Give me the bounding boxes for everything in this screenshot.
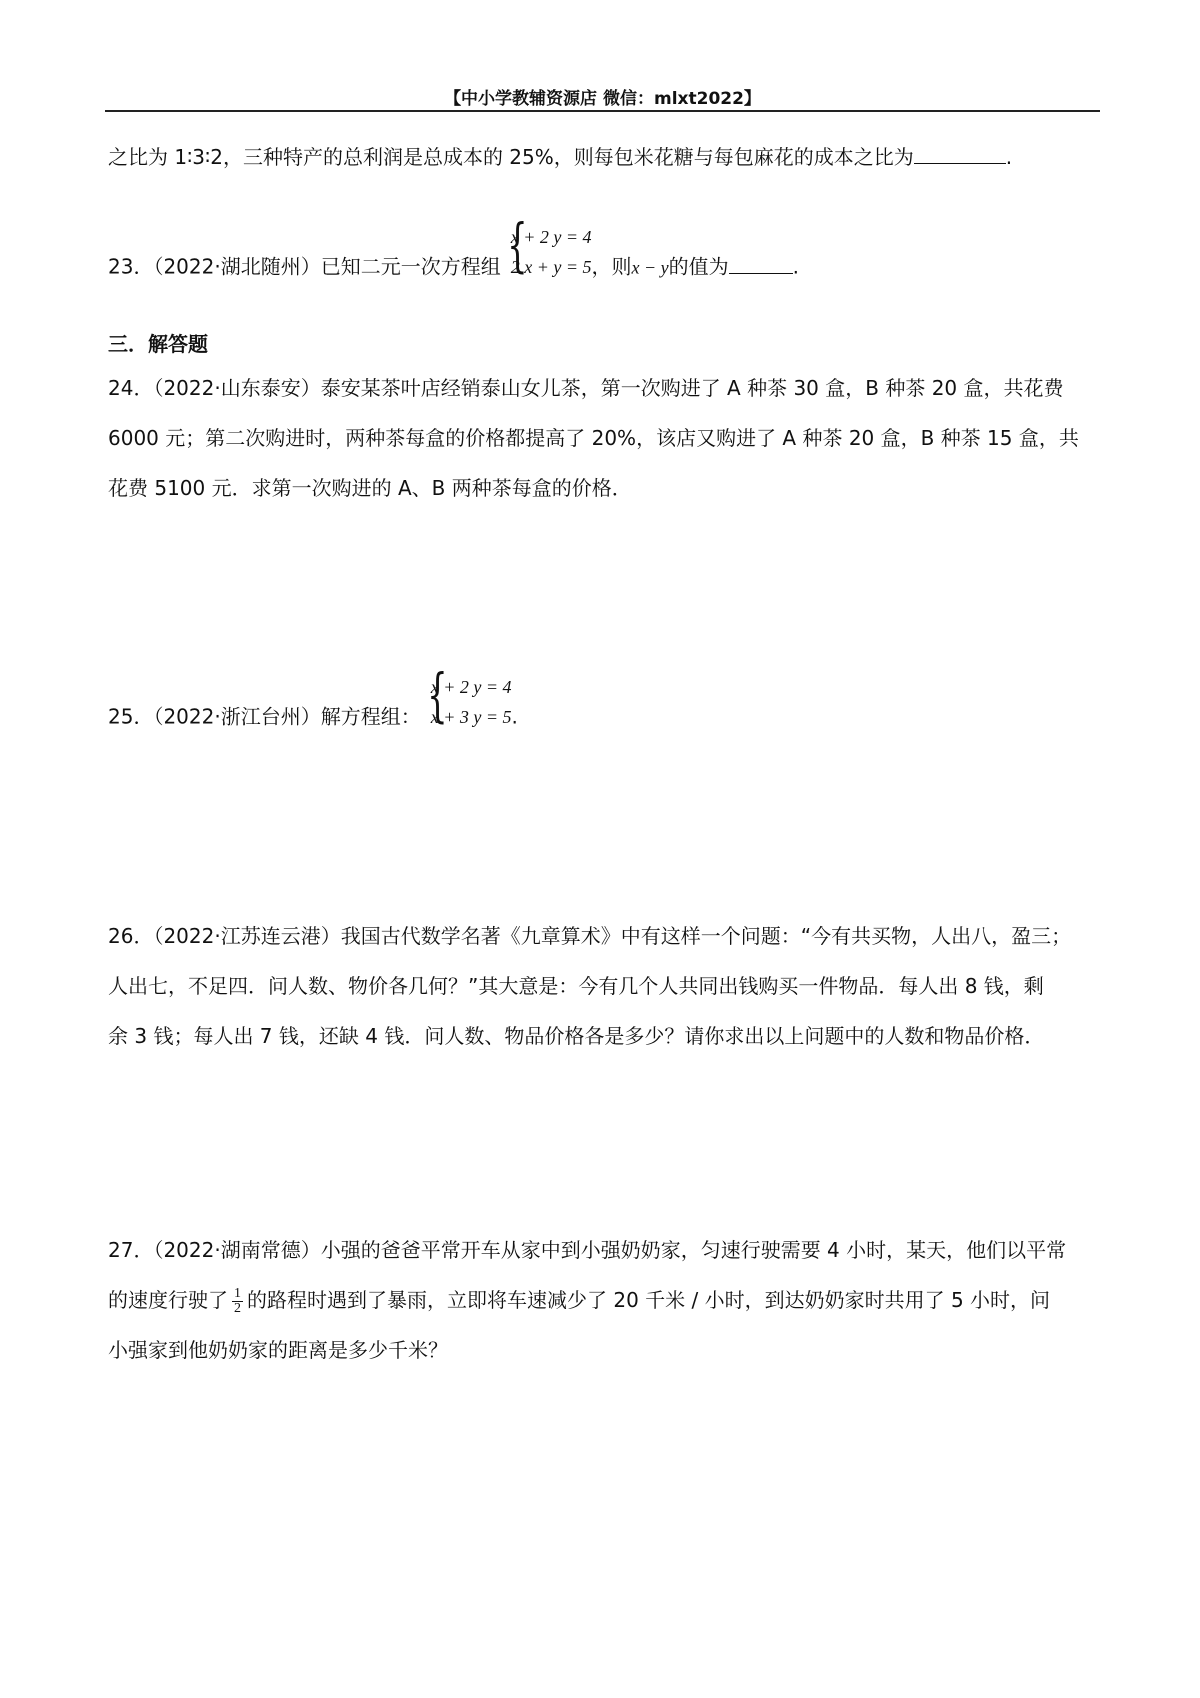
question-24-line-2: 6000 元；第二次购进时，两种茶每盒的价格都提高了 20%，该店又购进了 A 种茶 20 盒，B 种茶 15 盒，共 — [108, 426, 1079, 450]
question-24-line-3: 花费 5100 元．求第一次购进的 A、B 两种茶每盒的价格． — [108, 476, 632, 500]
q27-line2-post: 的路程时遇到了暴雨，立即将车速减少了 20 千米 / 小时，到达奶奶家时共用了 5 小时，问 — [247, 1288, 1051, 1312]
question-24-line-1: 24．（2022·山东泰安）泰安某茶叶店经销泰山女儿茶，第一次购进了 A 种茶 30 盒，B 种茶 20 盒，共花费 — [108, 376, 1064, 400]
q22-end: . — [1005, 145, 1013, 169]
left-brace-icon: { — [507, 211, 528, 279]
q23-expression: x − y — [631, 257, 669, 278]
q22-answer-blank — [914, 143, 1006, 164]
fraction-one-half — [232, 1287, 243, 1316]
question-26-line-1: 26．（2022·江苏连云港）我国古代数学名著《九章算术》中有这样一个问题：“今有共买物，人出八，盈三； — [108, 924, 1072, 948]
q25-end: . — [511, 704, 518, 729]
q23-suffix: 的值为 — [668, 254, 729, 279]
question-26-line-3: 余 3 钱；每人出 7 钱，还缺 4 钱．问人数、物品价格各是多少？请你求出以上问题中的人数和物品价格． — [108, 1024, 1045, 1048]
question-27-line-3: 小强家到他奶奶家的距离是多少千米？ — [108, 1338, 448, 1362]
q25-prefix: 25．（2022·浙江台州）解方程组： — [108, 704, 421, 729]
q25-equation-1: x + 2 y = 4 — [430, 677, 512, 697]
q23-equation-1: x + 2 y = 4 — [510, 227, 592, 247]
question-27-line-2 — [108, 1286, 1050, 1316]
q22-text: 之比为 1∶3∶2，三种特产的总利润是总成本的 25%，则每包米花糖与每包麻花的成本之比为 — [108, 145, 914, 169]
q25-equation-system — [421, 661, 512, 732]
fraction-numerator: 1 — [234, 1286, 241, 1301]
question-27-line-1: 27．（2022·湖南常德）小强的爸爸平常开车从家中到小强奶奶家，匀速行驶需要 4 小时，某天，他们以平常 — [108, 1238, 1067, 1262]
q23-answer-blank — [729, 253, 793, 274]
q23-mid: ，则 — [591, 254, 632, 279]
fraction-denominator: 2 — [234, 1301, 241, 1316]
q23-equation-2: 2 x + y = 5 — [510, 257, 592, 277]
page-header: 【中小学教辅资源店 微信：mlxt2022】 — [444, 89, 761, 109]
left-brace-icon: { — [427, 661, 448, 729]
header-divider — [105, 110, 1100, 112]
question-23 — [108, 211, 799, 298]
q23-equation-system — [501, 211, 592, 282]
q25-equation-2: x + 3 y = 5 — [430, 707, 512, 727]
question-22-tail — [108, 143, 1012, 171]
q23-end: . — [792, 254, 799, 279]
q23-prefix: 23．（2022·湖北随州）已知二元一次方程组 — [108, 254, 501, 279]
question-26-line-2: 人出七，不足四．问人数、物价各几何？”其大意是：今有几个人共同出钱购买一件物品．每人出 8 钱，剩 — [108, 974, 1044, 998]
question-25 — [108, 661, 518, 748]
section-title-answers: 三．解答题 — [108, 332, 208, 356]
q27-line2-pre: 的速度行驶了 — [108, 1288, 228, 1312]
